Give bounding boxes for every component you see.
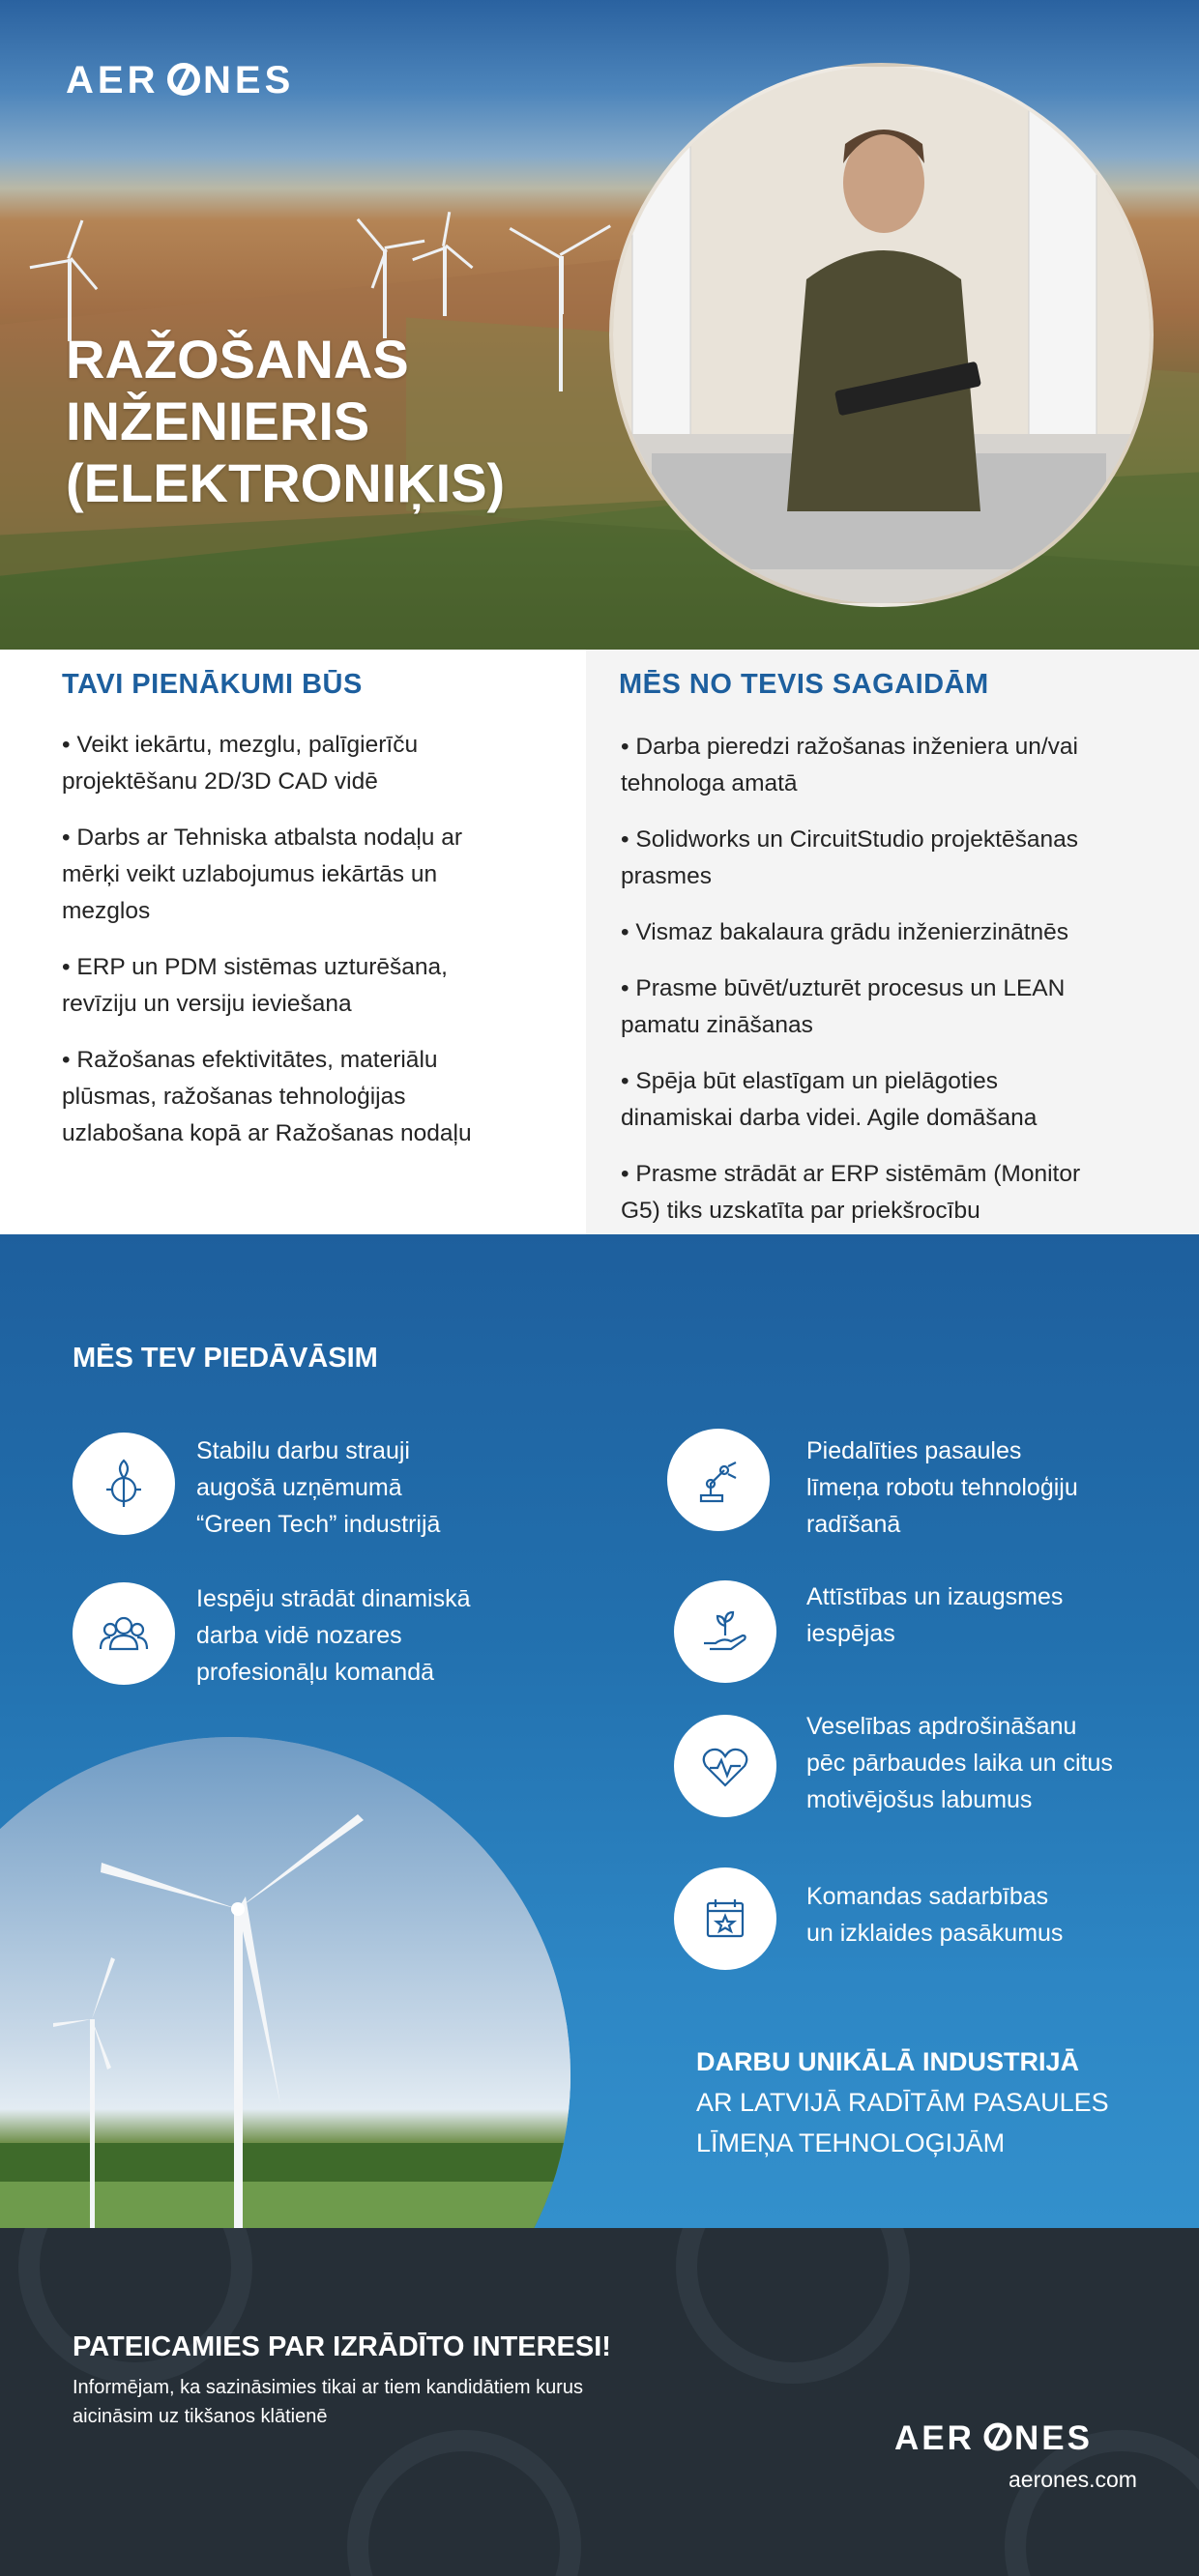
job-title [66, 329, 607, 514]
responsibilities-section [0, 650, 586, 1234]
list-item-line: projektēšanu 2D/3D CAD vidē [62, 768, 378, 795]
offer-line: līmeņa robotu tehnoloģiju [806, 1474, 1078, 1501]
leaf-gear-icon [73, 1433, 175, 1535]
tagline-line: LĪMEŅA TEHNOLOĢIJĀM [696, 2128, 1006, 2157]
job-title-line: (ELEKTRONIĶIS) [66, 452, 506, 513]
offer-line: Komandas sadarbības [806, 1883, 1049, 1910]
list-item-line: • Ražošanas efektivitātes, materiālu [62, 1047, 438, 1073]
svg-text:AER: AER [66, 59, 160, 101]
list-item-line: dinamiskai darba videi. Agile domāšana [621, 1105, 1038, 1131]
footer [0, 2228, 1199, 2576]
calendar-star-icon [674, 1867, 776, 1970]
list-item-line: pamatu zināšanas [621, 1012, 813, 1038]
offer-line: darba vidē nozares [196, 1622, 402, 1649]
offer-line: pēc pārbaudes laika un citus [806, 1750, 1113, 1777]
offer-text [806, 1708, 1113, 1818]
list-item-line: prasmes [621, 863, 712, 889]
info-text [73, 2373, 583, 2431]
offer-text [196, 1580, 470, 1691]
responsibilities-heading: TAVI PIENĀKUMI BŪS [62, 669, 363, 700]
thanks-heading: PATEICAMIES PAR IZRĀDĪTO INTERESI! [73, 2331, 611, 2362]
offer-text [806, 1878, 1063, 1952]
list-item-line: • Darbs ar Tehniska atbalsta nodaļu ar [62, 825, 462, 851]
list-item-line: • ERP un PDM sistēmas uzturēšana, [62, 954, 448, 980]
list-item-line: • Darba pieredzi ražošanas inženiera un/vai [621, 734, 1078, 760]
aerones-logo [66, 56, 356, 101]
list-item-line: G5) tiks uzskatīta par priekšrocību [621, 1198, 980, 1224]
requirements-heading: MĒS NO TEVIS SAGAIDĀM [619, 669, 989, 700]
tagline-line: AR LATVIJĀ RADĪTĀM PASAULES [696, 2088, 1109, 2117]
list-item [62, 1042, 565, 1152]
offer-line: augošā uzņēmumā [196, 1474, 402, 1501]
offer-line: un izklaides pasākumus [806, 1920, 1064, 1947]
svg-text:AER: AER [894, 2419, 975, 2455]
offers-heading: MĒS TEV PIEDĀVĀSIM [73, 1343, 378, 1374]
offer-text [196, 1433, 440, 1543]
tagline-bold: DARBU UNIKĀLĀ INDUSTRIJĀ [696, 2047, 1079, 2076]
heart-pulse-icon [674, 1715, 776, 1817]
offer-line: radīšanā [806, 1511, 901, 1538]
info-line: aicināsim uz tikšanos klātienē [73, 2406, 328, 2427]
hero-banner [0, 0, 1199, 650]
hand-plant-icon [674, 1580, 776, 1683]
team-icon [73, 1582, 175, 1685]
offer-line: Veselības apdrošināšanu [806, 1713, 1077, 1740]
responsibilities-list [62, 727, 565, 1172]
list-item [62, 820, 565, 930]
list-item [621, 1063, 1182, 1137]
job-title-line: RAŽOŠANAS [66, 329, 409, 390]
offer-text [806, 1578, 1063, 1652]
offers-section [0, 1234, 1199, 2228]
list-item [621, 914, 1182, 951]
engineer-photo [609, 63, 1154, 607]
list-item [62, 949, 565, 1023]
offer-line: motivējošus labumus [806, 1786, 1033, 1813]
list-item-line: • Veikt iekārtu, mezglu, palīgierīču [62, 732, 419, 758]
list-item-line: • Solidworks un CircuitStudio projektēšanas [621, 826, 1078, 853]
list-item [62, 727, 565, 800]
svg-text:NES: NES [203, 59, 295, 101]
robot-arm-icon [667, 1429, 770, 1531]
list-item [621, 1156, 1182, 1230]
offer-line: Attīstības un izaugsmes [806, 1583, 1064, 1610]
requirements-list [621, 729, 1182, 1249]
list-item-line: mezglos [62, 898, 151, 924]
tagline [696, 2041, 1109, 2163]
list-item [621, 822, 1182, 895]
list-item-line: • Prasme būvēt/uzturēt procesus un LEAN [621, 975, 1066, 1001]
wind-turbines-photo [0, 1737, 570, 2228]
list-item-line: plūsmas, ražošanas tehnoloģijas [62, 1084, 406, 1110]
website-link[interactable]: aerones.com [1009, 2467, 1137, 2492]
offer-line: profesionāļu komandā [196, 1659, 434, 1686]
aerones-logo [894, 2417, 1146, 2455]
list-item-line: mērķi veikt uzlabojumus iekārtās un [62, 861, 438, 887]
list-item-line: • Prasme strādāt ar ERP sistēmām (Monitor [621, 1161, 1081, 1187]
svg-text:NES: NES [1014, 2419, 1093, 2455]
offer-line: iespējas [806, 1620, 895, 1647]
list-item-line: uzlabošana kopā ar Ražošanas nodaļu [62, 1120, 472, 1146]
info-line: Informējam, ka sazināsimies tikai ar tiem kandidātiem kurus [73, 2377, 583, 2398]
offer-line: “Green Tech” industrijā [196, 1511, 441, 1538]
list-item-line: revīziju un versiju ieviešana [62, 991, 352, 1017]
offer-line: Iespēju strādāt dinamiskā [196, 1585, 471, 1612]
list-item-line: • Spēja būt elastīgam un pielāgoties [621, 1068, 998, 1094]
list-item [621, 729, 1182, 802]
list-item-line: tehnologa amatā [621, 770, 798, 796]
job-title-line: INŽENIERIS [66, 391, 370, 451]
list-item [621, 970, 1182, 1044]
requirements-section [586, 650, 1199, 1234]
offer-line: Stabilu darbu strauji [196, 1437, 410, 1464]
offer-line: Piedalīties pasaules [806, 1437, 1022, 1464]
list-item-line: • Vismaz bakalaura grādu inženierzinātnēs [621, 919, 1068, 945]
offer-text [806, 1433, 1078, 1543]
